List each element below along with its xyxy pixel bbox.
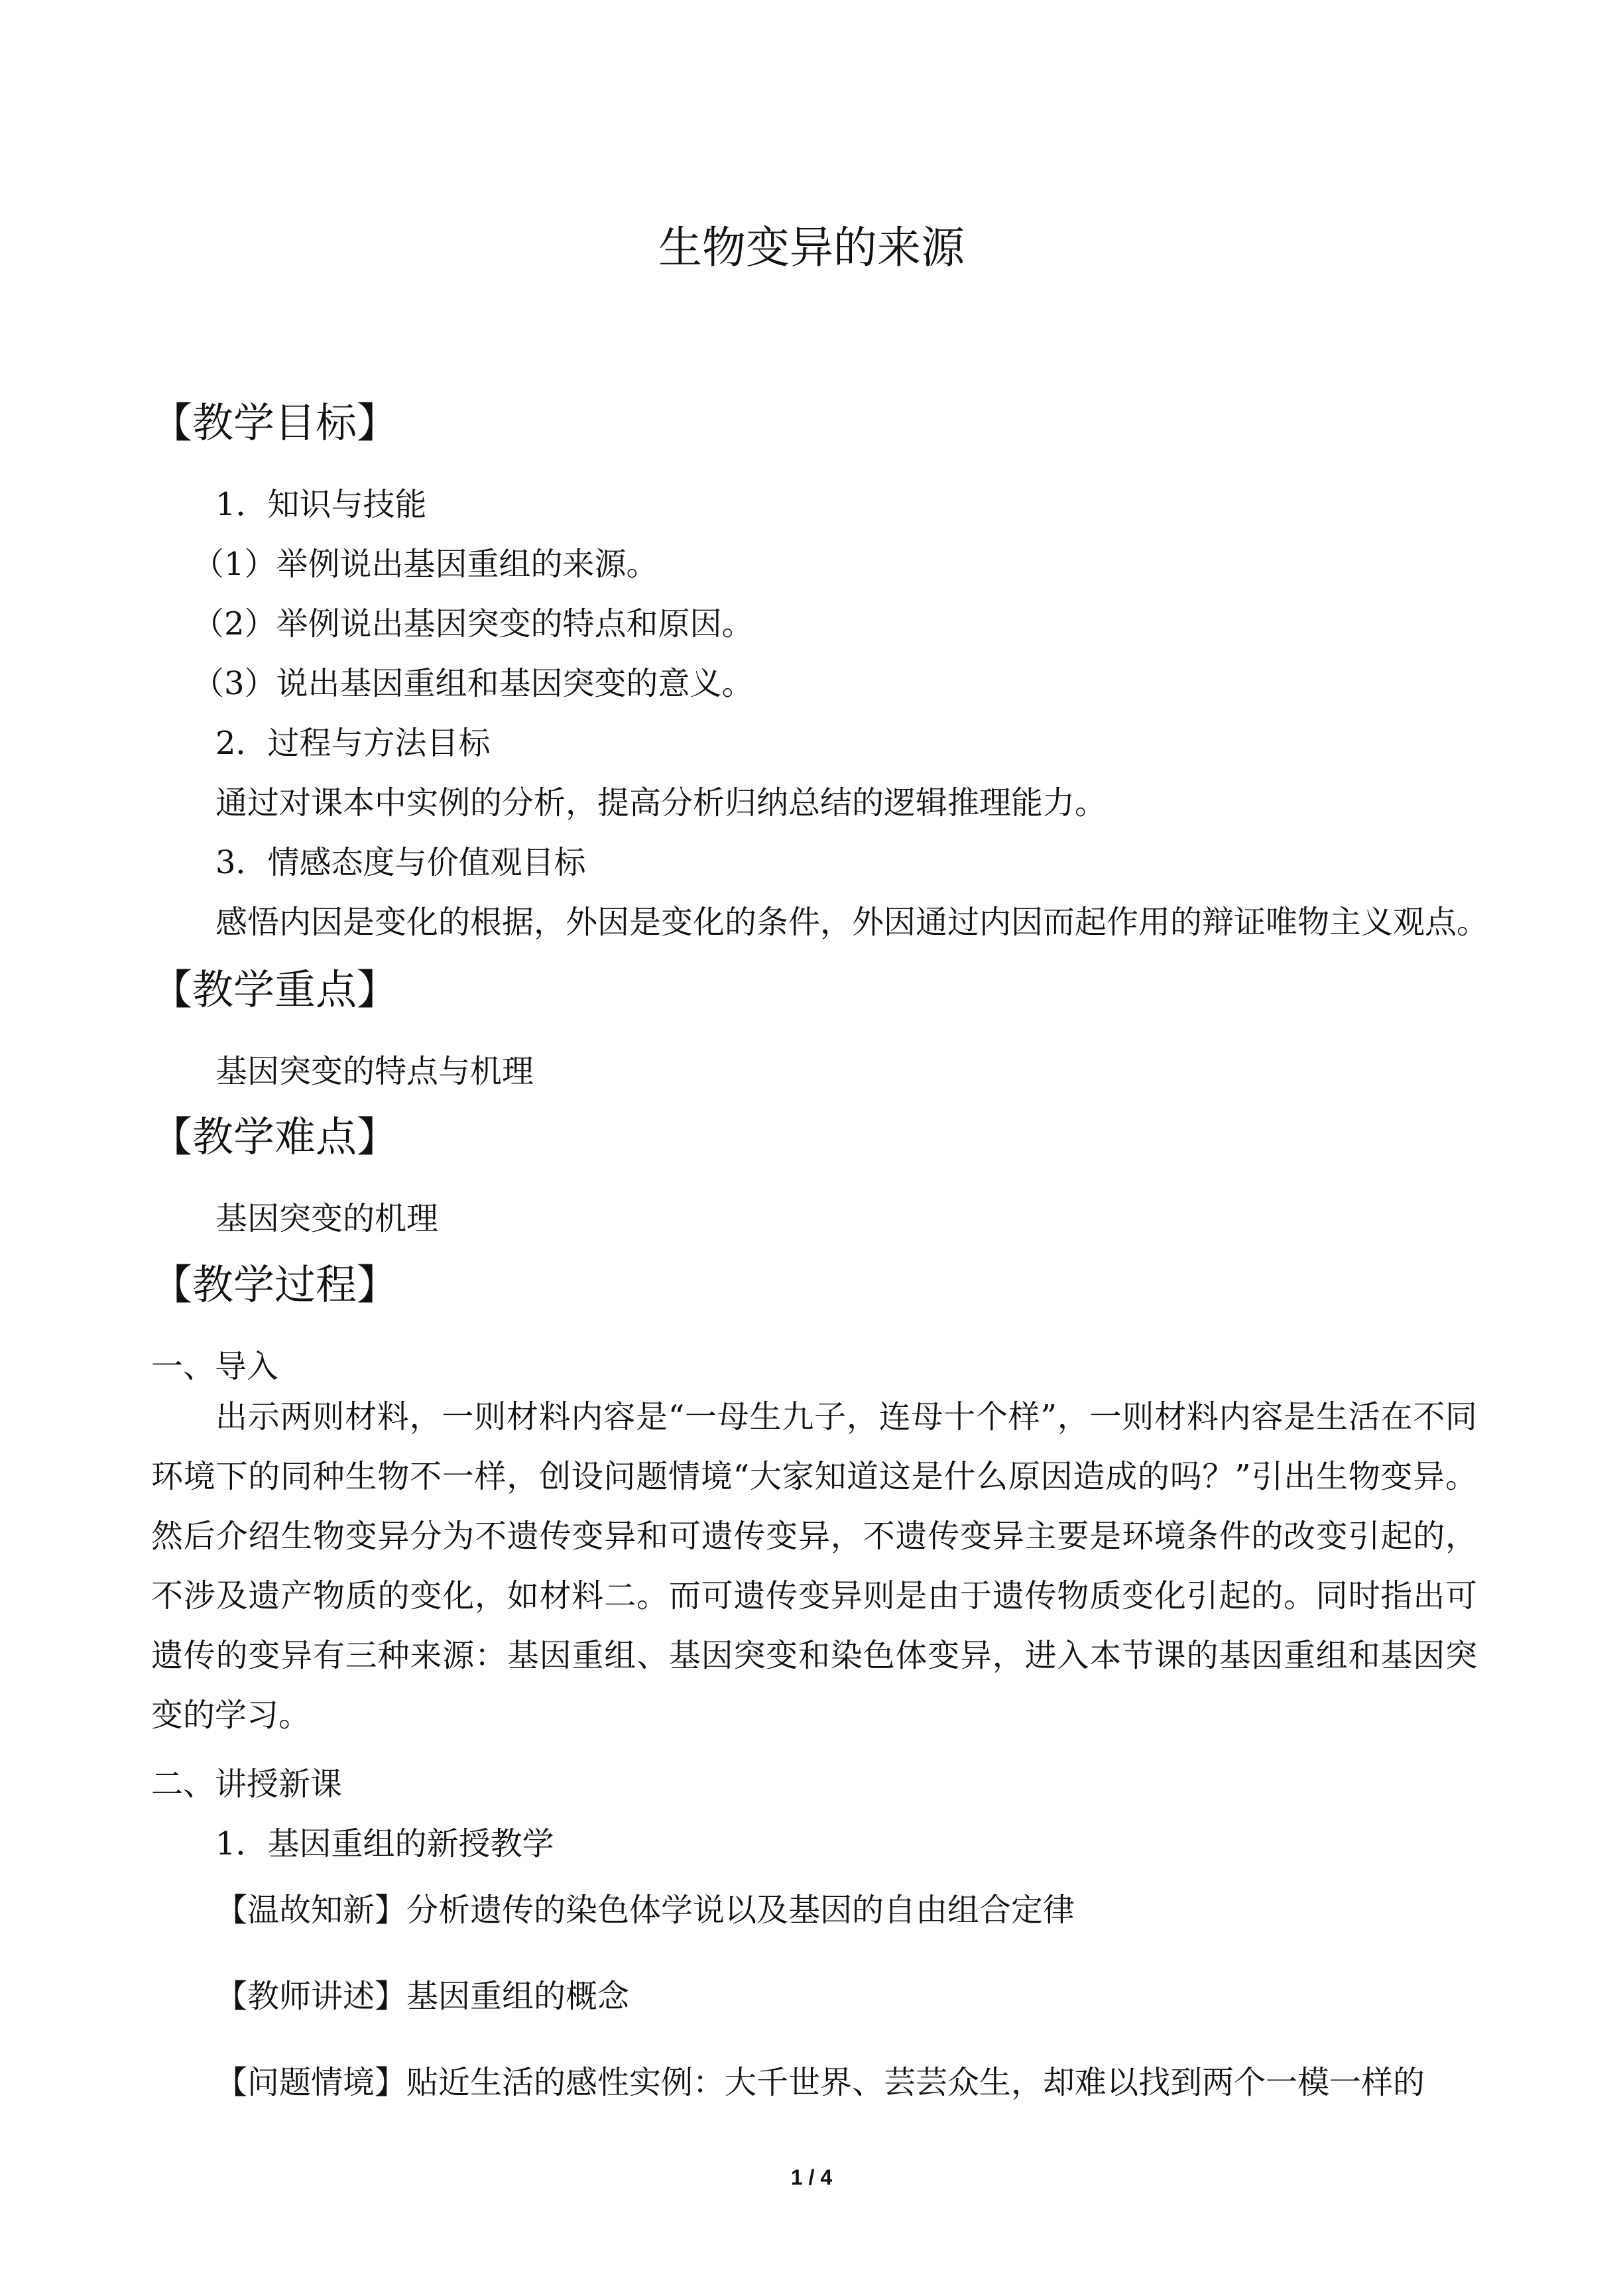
heading-process: 【教学过程】 [151, 1260, 398, 1309]
objective-2-text: 通过对课本中实例的分析，提高分析归纳总结的逻辑推理能力。 [215, 784, 1107, 821]
objective-1-item-1: （1）举例说出基因重组的来源。 [192, 546, 658, 583]
objective-3-heading: 3．情感态度与价值观目标 [215, 844, 586, 881]
review-note: 【温故知新】分析遗传的染色体学说以及基因的自由组合定律 [215, 1892, 1075, 1929]
intro-paragraph: 出示两则材料，一则材料内容是“一母生九子，连母十个样”，一则材料内容是生活在不同环境下的同种生物不一样，创设问题情境“大家知道这是什么原因造成的吗？”引出生物变异。然后介绍生物变异分为不遗传变异和可遗传变异，不遗传变异主要是环境条件的改变引起的，不涉及遗产物质的变化，如材料二。而可遗传变异则是由于遗传物质变化引起的。同时指出可遗传的变异有三种来源：基因重组、基因突变和染色体变异，进入本节课的基因重组和基因突变的学习。 [151, 1398, 1477, 1734]
heading-key-point: 【教学重点】 [151, 965, 398, 1014]
objective-1-heading: 1．知识与技能 [215, 486, 427, 523]
objective-1-item-2: （2）举例说出基因突变的特点和原因。 [192, 605, 754, 642]
difficulty-text: 基因突变的机理 [215, 1200, 439, 1237]
gene-recombination-heading: 1．基因重组的新授教学 [215, 1825, 554, 1862]
objective-2-heading: 2．过程与方法目标 [215, 725, 491, 762]
objective-3-text: 感悟内因是变化的根据，外因是变化的条件，外因通过内因而起作用的辩证唯物主义观点。 [215, 904, 1489, 941]
teacher-note: 【教师讲述】基因重组的概念 [215, 1978, 630, 2015]
objective-1-item-3: （3）说出基因重组和基因突变的意义。 [192, 665, 754, 702]
process-part-1-heading: 一、导入 [151, 1348, 279, 1385]
heading-difficulty: 【教学难点】 [151, 1113, 398, 1161]
key-point-text: 基因突变的特点与机理 [215, 1053, 534, 1090]
process-part-2-heading: 二、讲授新课 [151, 1766, 343, 1803]
page-number: 1 / 4 [790, 2165, 833, 2189]
heading-objectives: 【教学目标】 [151, 398, 398, 447]
problem-situation: 【问题情境】贴近生活的感性实例：大千世界、芸芸众生，却难以找到两个一模一样的 [215, 2064, 1425, 2101]
doc-title: 生物变异的来源 [658, 222, 965, 273]
